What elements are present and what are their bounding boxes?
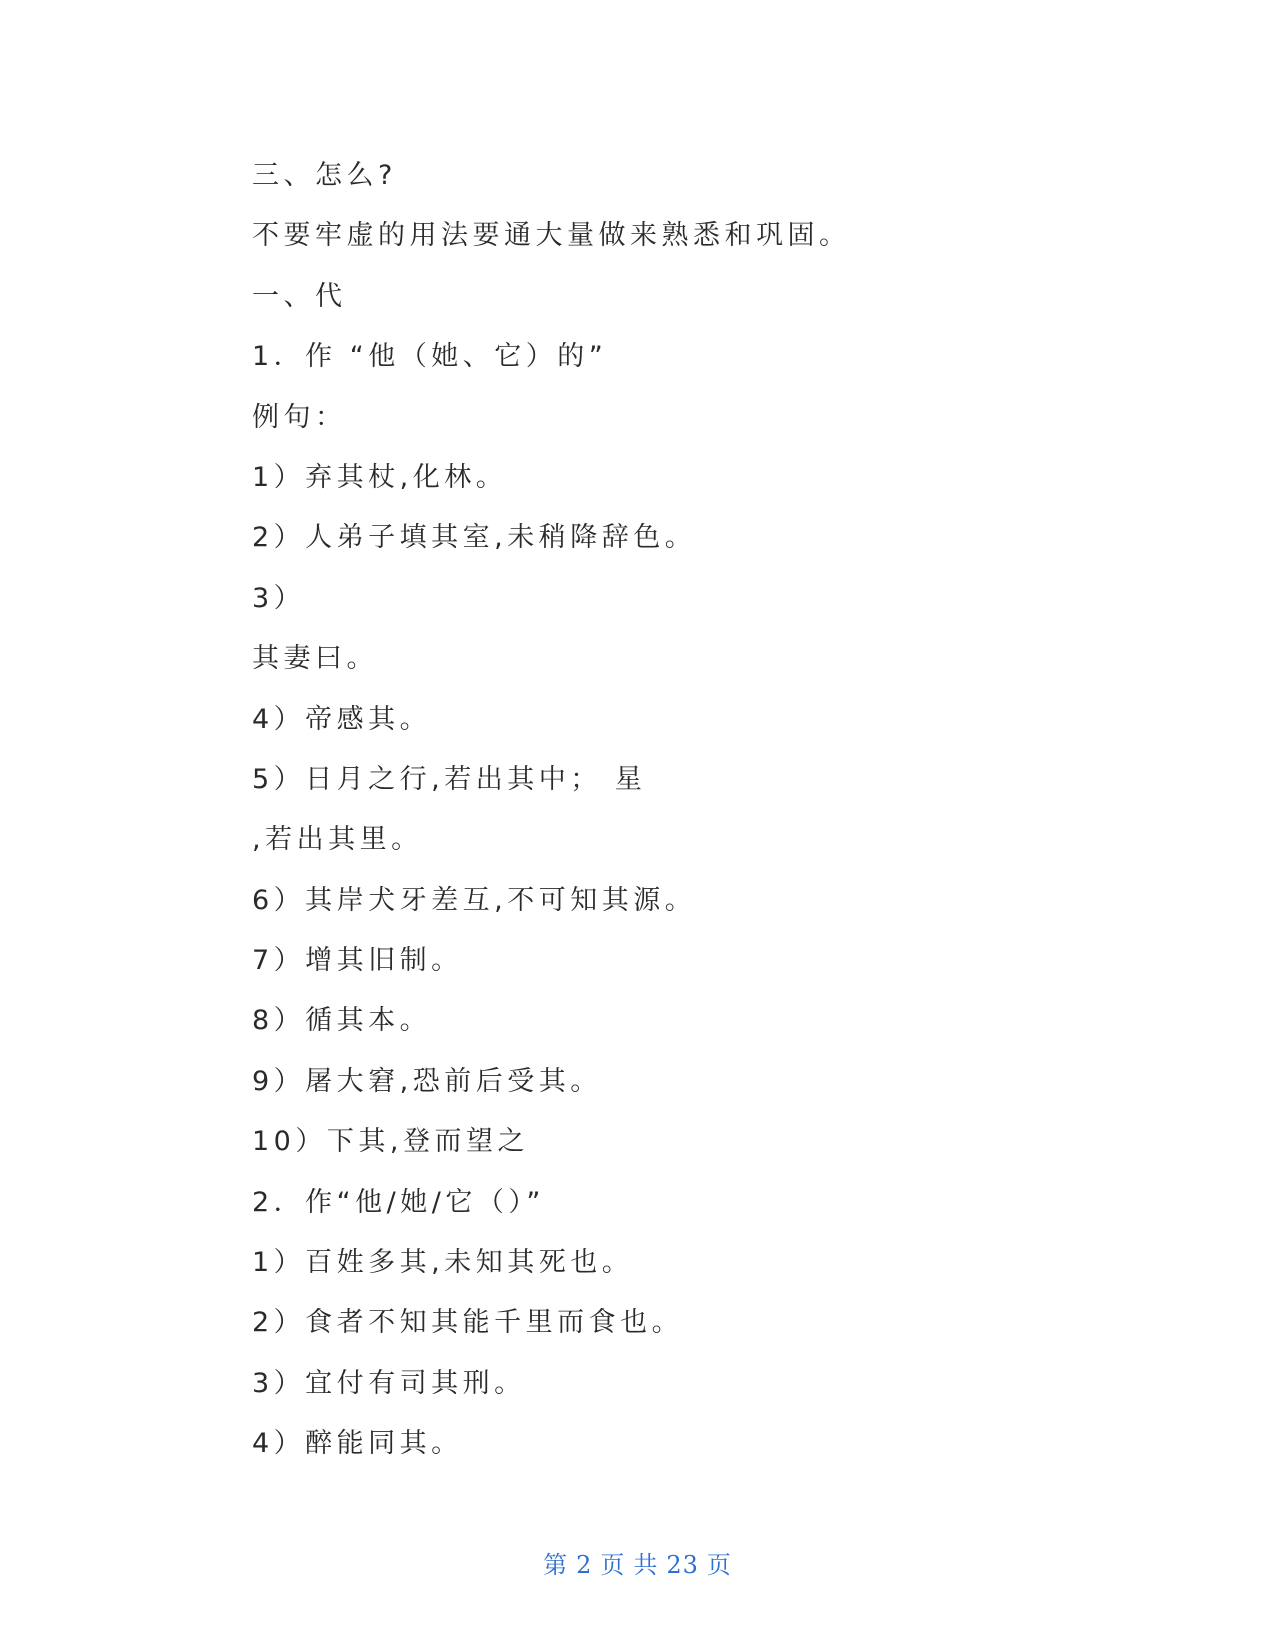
- total-pages-number: 23: [666, 1551, 699, 1579]
- example-item: 3）宜付有司其刑。: [252, 1367, 526, 1399]
- example-item: 7）增其旧制。: [252, 945, 463, 977]
- section-heading: 三、怎么?: [252, 160, 397, 191]
- current-page-number: 2: [576, 1551, 593, 1579]
- footer-label-ye: 页: [600, 1551, 626, 1579]
- example-item: 4）醉能同其。: [252, 1428, 463, 1460]
- subsection-heading: 1．作 “他（她、它）的”: [252, 341, 608, 373]
- subsection-heading: 2．作“他/她/它（）”: [252, 1186, 545, 1218]
- footer-label-ye: 页: [706, 1551, 732, 1579]
- example-item: 2）食者不知其能千里而食也。: [252, 1307, 684, 1339]
- page-footer: [0, 1545, 1275, 1580]
- example-item: 10）下其,登而望之: [252, 1126, 529, 1158]
- example-item: 9）屠大窘,恐前后受其。: [252, 1065, 602, 1097]
- example-item-continuation: ,若出其里。: [252, 824, 423, 856]
- example-item: 4）帝感其。: [252, 703, 432, 735]
- paragraph: 不要牢虚的用法要通大量做来熟悉和巩固。: [252, 220, 851, 252]
- example-item: 1）百姓多其,未知其死也。: [252, 1247, 634, 1279]
- example-label: 例句：: [252, 401, 347, 433]
- example-item: 2）人弟子填其室,未稍降辞色。: [252, 522, 697, 554]
- footer-label-gong: 共: [633, 1551, 659, 1579]
- example-item: 5）日月之行,若出其中； 星: [252, 763, 647, 795]
- example-item-continuation: 其妻曰。: [252, 643, 378, 675]
- example-item: 3）: [252, 582, 306, 614]
- document-body: [252, 146, 1012, 1475]
- example-item: 8）循其本。: [252, 1005, 432, 1037]
- example-item: 1）弃其杖,化林。: [252, 461, 508, 493]
- example-item: 6）其岸犬牙差互,不可知其源。: [252, 884, 697, 916]
- section-heading: 一、代: [252, 280, 347, 312]
- footer-label-di: 第: [543, 1551, 569, 1579]
